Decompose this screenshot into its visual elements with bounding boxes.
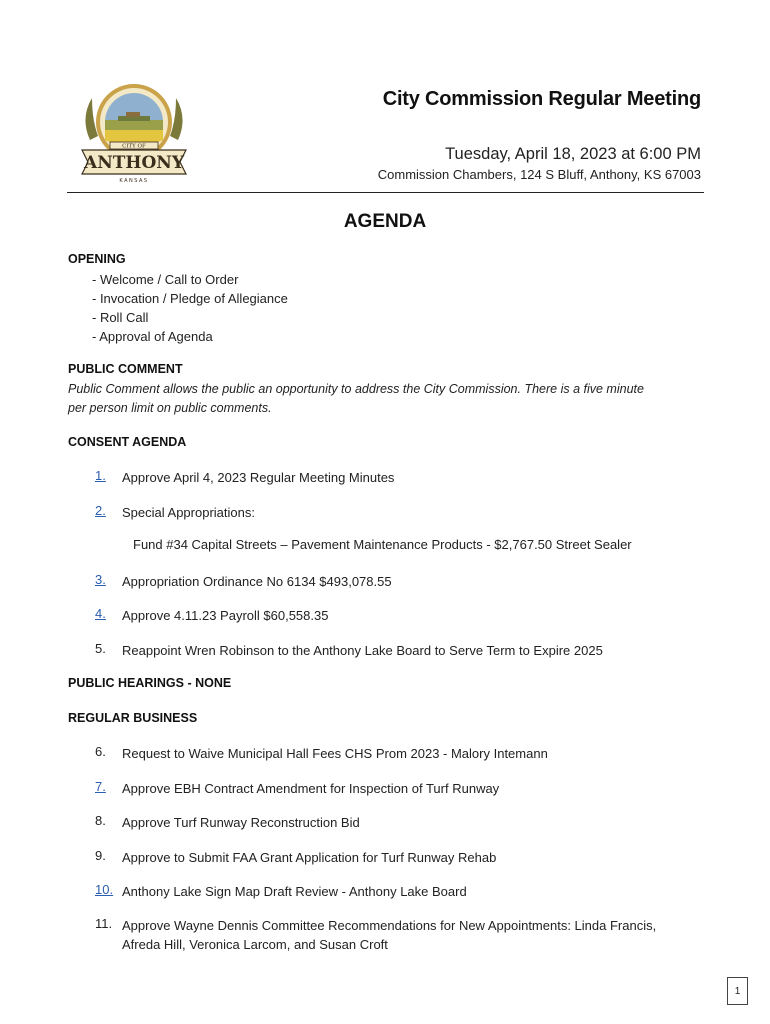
agenda-item-text: Special Appropriations: <box>122 505 255 520</box>
opening-list <box>92 270 288 346</box>
public-comment-line: per person limit on public comments. <box>68 401 272 415</box>
agenda-item-text-line: Afreda Hill, Veronica Larcom, and Susan Croft <box>122 937 388 952</box>
public-comment-heading: PUBLIC COMMENT <box>68 362 183 376</box>
agenda-item-link[interactable]: 1. <box>95 468 106 483</box>
agenda-item-number: 8. <box>95 813 106 828</box>
agenda-item-link[interactable]: 4. <box>95 606 106 621</box>
agenda-item-text <box>122 916 712 954</box>
agenda-item-text: Appropriation Ordinance No 6134 $493,078.55 <box>122 574 392 589</box>
agenda-item-text: Approve to Submit FAA Grant Application for Turf Runway Rehab <box>122 850 497 865</box>
agenda-item-text: Approve April 4, 2023 Regular Meeting Minutes <box>122 470 395 485</box>
agenda-item-text-line: Approve Wayne Dennis Committee Recommendations for New Appointments: Linda Francis, <box>122 918 657 933</box>
agenda-item-text: Anthony Lake Sign Map Draft Review - Anthony Lake Board <box>122 884 467 899</box>
agenda-item-number: 6. <box>95 744 106 759</box>
special-appropriation-detail: Fund #34 Capital Streets – Pavement Maintenance Products - $2,767.50 Street Sealer <box>133 537 632 552</box>
agenda-item-number: 11. <box>95 916 113 931</box>
agenda-item-text: Approve Turf Runway Reconstruction Bid <box>122 815 360 830</box>
city-of-anthony-logo <box>78 80 190 186</box>
opening-item: - Invocation / Pledge of Allegiance <box>92 291 288 306</box>
public-comment-description <box>68 380 708 418</box>
logo-name-text: ANTHONY <box>84 153 184 173</box>
public-comment-line: Public Comment allows the public an opportunity to address the City Commission. There is a five minute <box>68 382 644 396</box>
agenda-item-link[interactable]: 10. <box>95 882 114 897</box>
meeting-location: Commission Chambers, 124 S Bluff, Anthony, KS 67003 <box>377 167 701 182</box>
agenda-item-link[interactable]: 3. <box>95 572 106 587</box>
agenda-item-text: Request to Waive Municipal Hall Fees CHS Prom 2023 - Malory Intemann <box>122 746 548 761</box>
logo-top-text: CITY OF <box>122 143 146 150</box>
agenda-item-text: Approve EBH Contract Amendment for Inspection of Turf Runway <box>122 781 500 796</box>
opening-item: - Approval of Agenda <box>92 329 213 344</box>
agenda-item-link[interactable]: 7. <box>95 779 106 794</box>
agenda-item-number: 5. <box>95 641 106 656</box>
consent-agenda-heading: CONSENT AGENDA <box>68 435 187 449</box>
meeting-datetime: Tuesday, April 18, 2023 at 6:00 PM <box>445 145 701 163</box>
meeting-title: City Commission Regular Meeting <box>382 88 701 110</box>
agenda-item-text: Approve 4.11.23 Payroll $60,558.35 <box>122 608 329 623</box>
logo-bottom-text: KANSAS <box>119 178 149 184</box>
public-hearings-heading: PUBLIC HEARINGS - NONE <box>68 676 232 690</box>
agenda-heading: AGENDA <box>343 211 427 232</box>
opening-item: - Roll Call <box>92 310 149 325</box>
opening-item: - Welcome / Call to Order <box>92 272 239 287</box>
page-number: 1 <box>727 977 748 1005</box>
regular-business-heading: REGULAR BUSINESS <box>68 711 198 725</box>
agenda-item-number: 9. <box>95 848 106 863</box>
opening-heading: OPENING <box>68 252 126 266</box>
header-divider <box>67 192 704 193</box>
agenda-item-link[interactable]: 2. <box>95 503 106 518</box>
agenda-item-text: Reappoint Wren Robinson to the Anthony Lake Board to Serve Term to Expire 2025 <box>122 643 603 658</box>
